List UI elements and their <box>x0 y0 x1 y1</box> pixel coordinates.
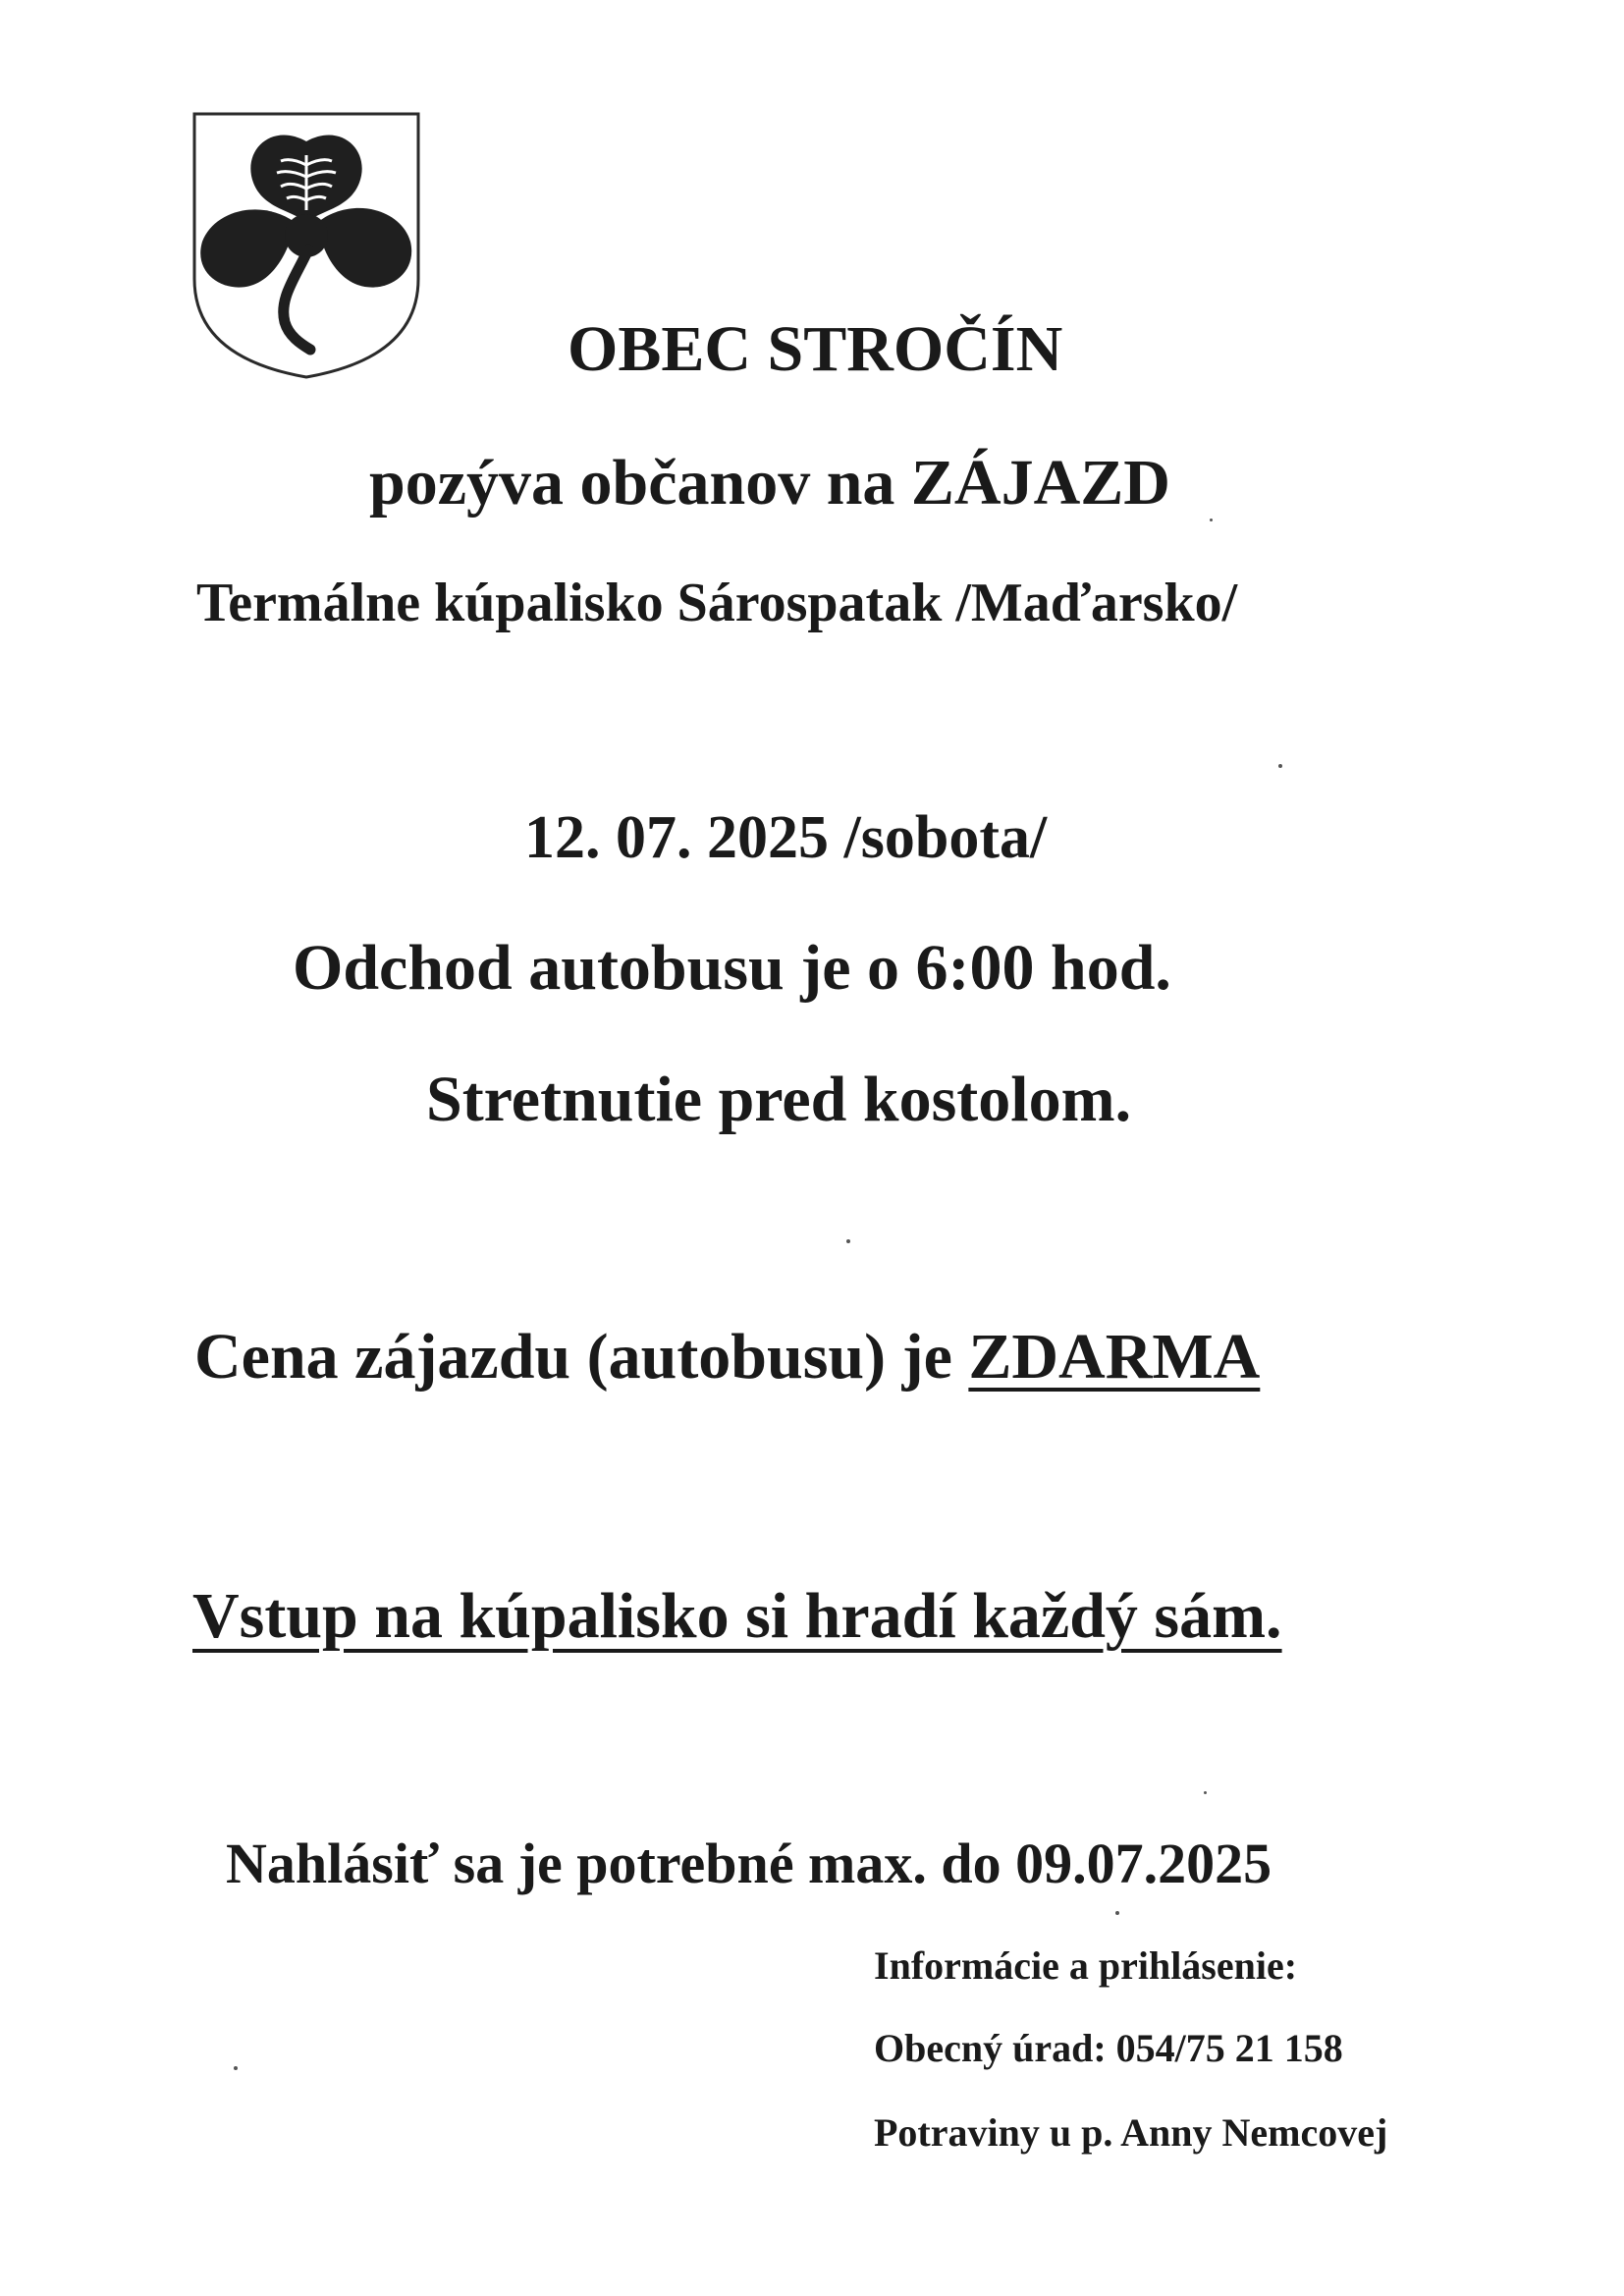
price-text: Cena zájazdu (autobusu) je <box>194 1321 969 1393</box>
price-line <box>194 1320 1260 1394</box>
contact-heading: Informácie a prihlásenie: <box>874 1943 1298 1988</box>
departure-time: Odchod autobusu je o 6:00 hod. <box>293 932 1171 1004</box>
clover-shield-icon <box>192 112 420 379</box>
scan-speck <box>1278 764 1282 768</box>
contact-shop: Potraviny u p. Anny Nemcovej <box>874 2110 1388 2155</box>
scan-speck <box>1204 1791 1207 1794</box>
registration-deadline: Nahlásiť sa je potrebné max. do 09.07.2025 <box>226 1831 1272 1895</box>
trip-date: 12. 07. 2025 /sobota/ <box>524 804 1048 871</box>
entry-note: Vstup na kúpalisko si hradí každý sám. <box>192 1580 1282 1652</box>
page-title: OBEC STROČÍN <box>568 313 1063 385</box>
scan-speck <box>846 1239 850 1243</box>
scan-speck <box>234 2066 238 2070</box>
contact-office: Obecný úrad: 054/75 21 158 <box>874 2026 1343 2070</box>
meeting-point: Stretnutie pred kostolom. <box>426 1064 1132 1135</box>
scan-speck <box>1210 519 1213 521</box>
invitation-subtitle: pozýva občanov na ZÁJAZD <box>369 447 1170 519</box>
scan-speck <box>1115 1911 1119 1915</box>
destination: Termálne kúpalisko Sárospatak /Maďarsko/ <box>196 573 1238 633</box>
price-free: ZDARMA <box>968 1321 1261 1393</box>
